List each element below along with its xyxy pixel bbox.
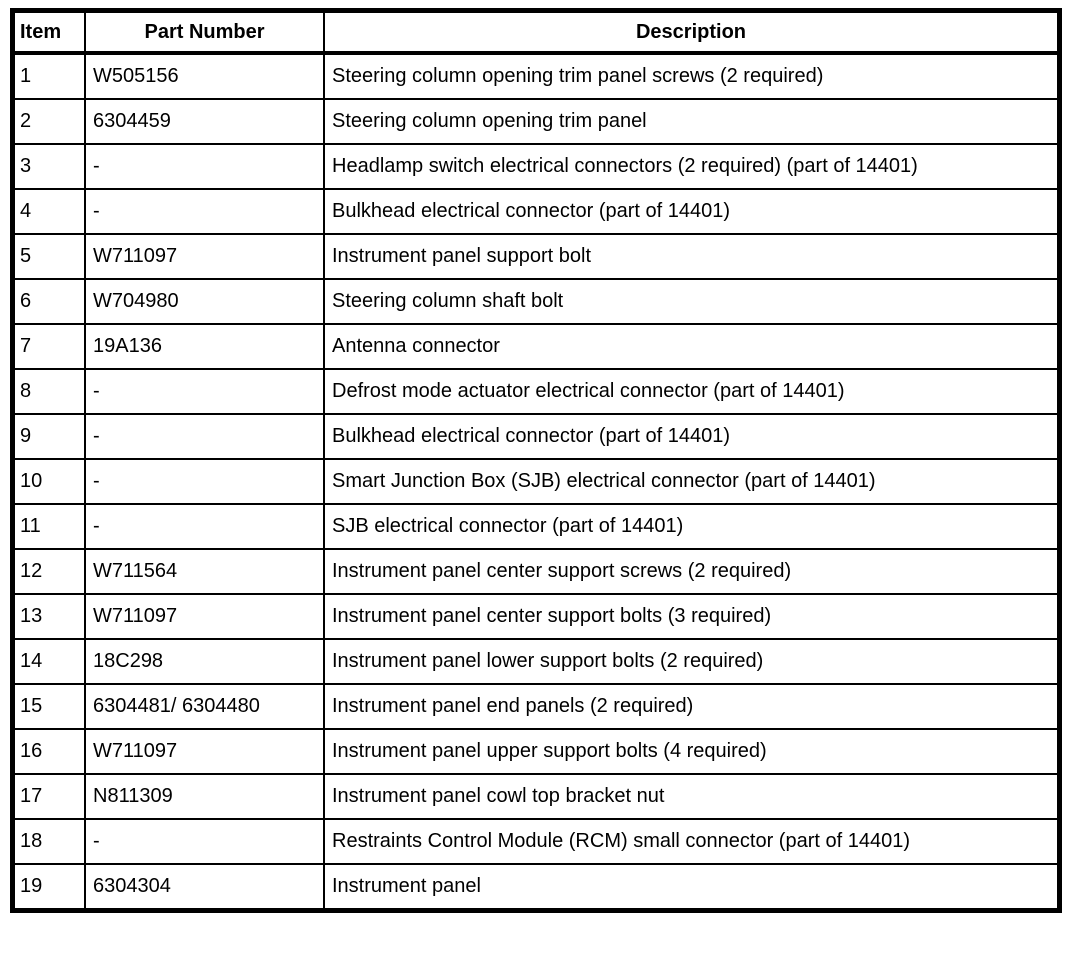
description-cell: Instrument panel support bolt: [324, 234, 1060, 279]
header-part-number: Part Number: [85, 11, 324, 54]
item-cell: 11: [13, 504, 86, 549]
table-row: [13, 234, 1060, 279]
table-row: [13, 369, 1060, 414]
description-cell: SJB electrical connector (part of 14401): [324, 504, 1060, 549]
item-cell: 4: [13, 189, 86, 234]
part-number-cell: W505156: [85, 53, 324, 99]
item-cell: 19: [13, 864, 86, 911]
description-cell: Instrument panel end panels (2 required): [324, 684, 1060, 729]
part-number-cell: W711097: [85, 729, 324, 774]
table-row: [13, 864, 1060, 911]
table-row: [13, 684, 1060, 729]
description-cell: Bulkhead electrical connector (part of 14401): [324, 189, 1060, 234]
part-number-cell: 6304304: [85, 864, 324, 911]
description-cell: Instrument panel upper support bolts (4 required): [324, 729, 1060, 774]
item-cell: 10: [13, 459, 86, 504]
description-cell: Steering column opening trim panel screws (2 required): [324, 53, 1060, 99]
item-cell: 18: [13, 819, 86, 864]
table-row: [13, 729, 1060, 774]
table-row: [13, 144, 1060, 189]
table-row: [13, 53, 1060, 99]
table-row: [13, 189, 1060, 234]
header-item: Item: [13, 11, 86, 54]
item-cell: 7: [13, 324, 86, 369]
part-number-cell: W711097: [85, 594, 324, 639]
part-number-cell: 6304481/ 6304480: [85, 684, 324, 729]
description-cell: Defrost mode actuator electrical connector (part of 14401): [324, 369, 1060, 414]
description-cell: Instrument panel center support screws (2 required): [324, 549, 1060, 594]
part-number-cell: -: [85, 144, 324, 189]
item-cell: 2: [13, 99, 86, 144]
table-row: [13, 279, 1060, 324]
item-cell: 17: [13, 774, 86, 819]
header-row: [13, 11, 1060, 54]
parts-table: [10, 8, 1062, 913]
part-number-cell: 18C298: [85, 639, 324, 684]
description-cell: Instrument panel center support bolts (3 required): [324, 594, 1060, 639]
part-number-cell: -: [85, 189, 324, 234]
item-cell: 13: [13, 594, 86, 639]
item-cell: 9: [13, 414, 86, 459]
table-row: [13, 99, 1060, 144]
description-cell: Instrument panel: [324, 864, 1060, 911]
part-number-cell: -: [85, 414, 324, 459]
description-cell: Instrument panel cowl top bracket nut: [324, 774, 1060, 819]
table-row: [13, 594, 1060, 639]
item-cell: 8: [13, 369, 86, 414]
table-row: [13, 774, 1060, 819]
part-number-cell: 6304459: [85, 99, 324, 144]
part-number-cell: N811309: [85, 774, 324, 819]
description-cell: Bulkhead electrical connector (part of 14401): [324, 414, 1060, 459]
table-row: [13, 459, 1060, 504]
part-number-cell: -: [85, 819, 324, 864]
item-cell: 1: [13, 53, 86, 99]
item-cell: 6: [13, 279, 86, 324]
part-number-cell: W704980: [85, 279, 324, 324]
item-cell: 14: [13, 639, 86, 684]
description-cell: Steering column shaft bolt: [324, 279, 1060, 324]
part-number-cell: W711564: [85, 549, 324, 594]
item-cell: 5: [13, 234, 86, 279]
part-number-cell: -: [85, 504, 324, 549]
table-row: [13, 639, 1060, 684]
table-row: [13, 819, 1060, 864]
item-cell: 12: [13, 549, 86, 594]
description-cell: Headlamp switch electrical connectors (2 required) (part of 14401): [324, 144, 1060, 189]
part-number-cell: -: [85, 369, 324, 414]
part-number-cell: W711097: [85, 234, 324, 279]
description-cell: Smart Junction Box (SJB) electrical connector (part of 14401): [324, 459, 1060, 504]
description-cell: Instrument panel lower support bolts (2 required): [324, 639, 1060, 684]
table-row: [13, 504, 1060, 549]
item-cell: 15: [13, 684, 86, 729]
part-number-cell: 19A136: [85, 324, 324, 369]
table-row: [13, 549, 1060, 594]
table-row: [13, 324, 1060, 369]
item-cell: 3: [13, 144, 86, 189]
description-cell: Antenna connector: [324, 324, 1060, 369]
header-description: Description: [324, 11, 1060, 54]
table-header: [13, 11, 1060, 54]
part-number-cell: -: [85, 459, 324, 504]
description-cell: Restraints Control Module (RCM) small connector (part of 14401): [324, 819, 1060, 864]
table-body: [13, 53, 1060, 911]
item-cell: 16: [13, 729, 86, 774]
table-row: [13, 414, 1060, 459]
description-cell: Steering column opening trim panel: [324, 99, 1060, 144]
